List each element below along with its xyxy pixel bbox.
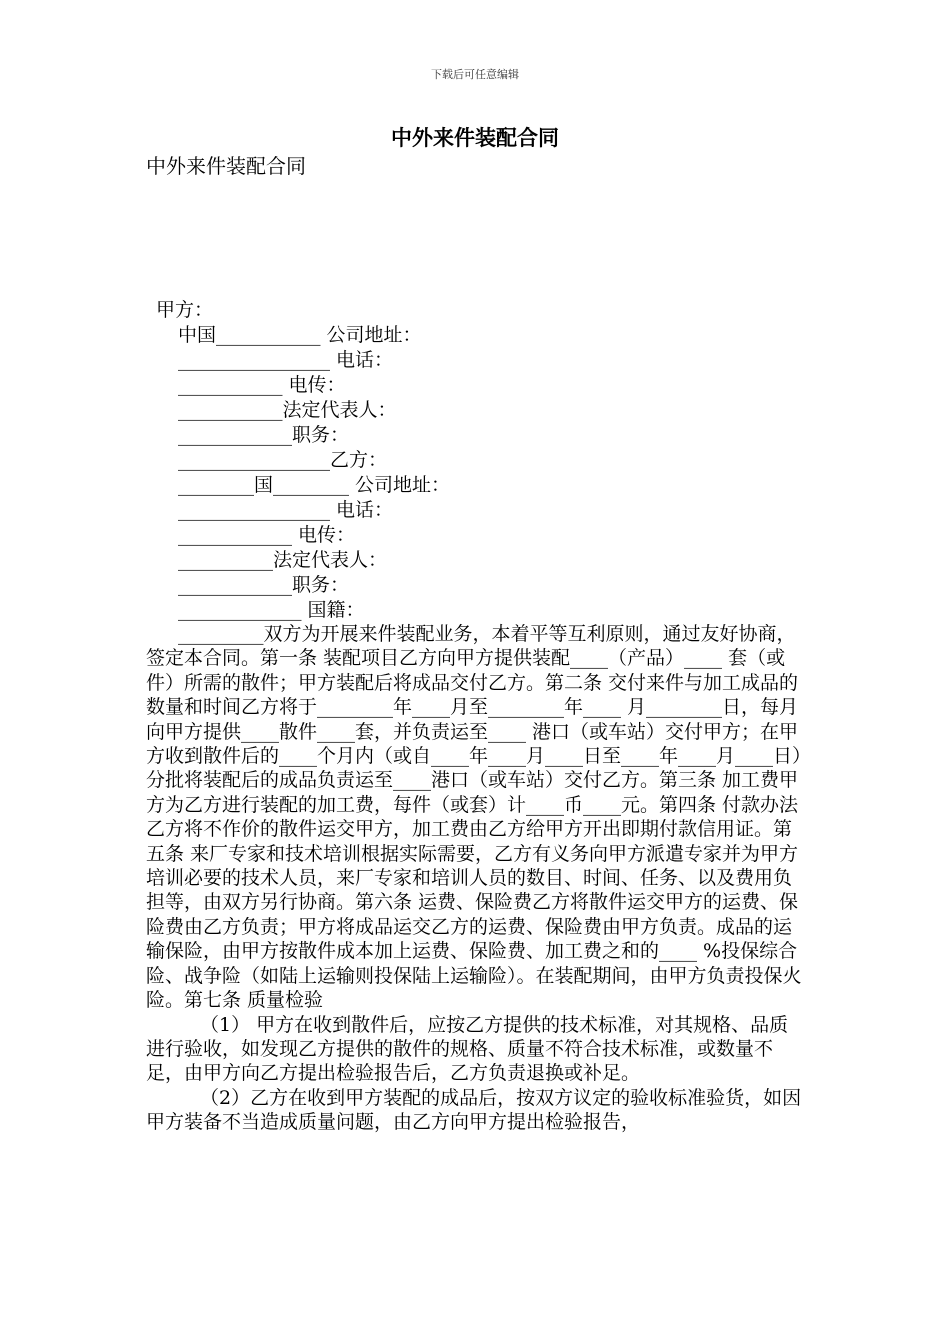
document-subtitle: 中外来件装配合同 bbox=[146, 154, 306, 178]
quality-inspection-item-1: （1） 甲方在收到散件后，应按乙方提供的技术标准，对其规格、品质进行验收，如发现乙方提供的散件的规格、质量不符合技术标准，或数量不足，由甲方向乙方提出检验报告后，乙方负责退换或补足。 bbox=[146, 1013, 789, 1085]
party-a-label: 甲方： bbox=[156, 299, 214, 321]
document-title: 中外来件装配合同 bbox=[391, 126, 559, 150]
party-b-nationality: _____________ 国籍： bbox=[178, 599, 365, 621]
contract-clauses-paragraph: _________双方为开展来件装配业务，本着平等互利原则，通过友好协商，签定本合同。第一条 装配项目乙方向甲方提供装配____（产品）____ 套（或件）所需的散件；甲方装配后将成品交付乙方。第二条 交付来件与加工成品的数量和时间乙方将于________年____月至________年____ 月________日，每月向甲方提供____散件____套，并负责运至____ 港口（或车站）交付甲方；在甲方收到散件后的____个月内（或自____年____月____日至____年____月____日）分批将装配后的成品负责运至____港口（或车站）交付乙方。第三条 加工费甲方为乙方进行装配的加工费，每件（或套）计____币____元。第四条 付款办法乙方将不作价的散件运交甲方，加工费由乙方给甲方开出即期付款信用证。第五条 来厂专家和技术培训根据实际需要，乙方有义务向甲方派遣专家并为甲方培训必要的技术人员，来厂专家和培训人员的数目、时间、任务、以及费用负担等，由双方另行协商。第六条 运费、保险费乙方将散件运交甲方的运费、保险费由乙方负责；甲方将成品运交乙方的运费、保险费由甲方负责。成品的运输保险，由甲方按散件成本加上运费、保险费、加工费之和的____ %投保综合险、战争险（如陆上运输则投保陆上运输险）。在装配期间，由甲方负责投保火险。第七条 质量检验 bbox=[146, 623, 802, 1012]
party-b-legal-representative: __________法定代表人： bbox=[178, 549, 388, 571]
quality-inspection-item-2: （2）乙方在收到甲方装配的成品后，按双方议定的验收标准验货，如因甲方装备不当造成质量问题，由乙方向甲方提出检验报告， bbox=[146, 1086, 802, 1134]
party-b-company-address: ________国________ 公司地址： bbox=[178, 474, 451, 496]
party-a-legal-representative: ___________法定代表人： bbox=[178, 399, 397, 421]
party-a-phone: ________________ 电话： bbox=[178, 349, 394, 371]
party-b-fax: ____________ 电传： bbox=[178, 524, 356, 546]
party-a-fax: ___________ 电传： bbox=[178, 374, 346, 396]
party-b-phone: ________________ 电话： bbox=[178, 499, 394, 521]
party-a-position: ____________职务： bbox=[178, 424, 350, 446]
header-note: 下载后可任意编辑 bbox=[431, 68, 519, 81]
party-b-position: ____________职务： bbox=[178, 574, 350, 596]
party-a-company-address: 中国___________ 公司地址： bbox=[178, 324, 422, 346]
contract-body bbox=[146, 622, 806, 1135]
party-b-label: ________________乙方： bbox=[178, 449, 388, 471]
